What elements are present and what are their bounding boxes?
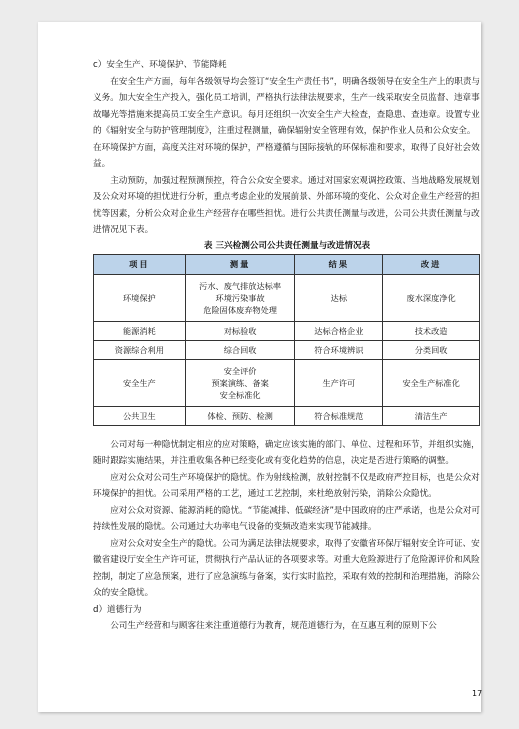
cell-result: 符合标准规范	[295, 406, 383, 425]
cell-item: 安全生产	[94, 359, 186, 406]
measure-line: 对标验收	[223, 325, 257, 336]
cell-result: 达标	[295, 274, 383, 321]
paragraph-ethics: 公司生产经营和与顾客往来注重道德行为教育，规范道德行为，在互惠互利的原则下公	[110, 621, 437, 631]
document-page	[38, 22, 481, 712]
table-row	[94, 340, 480, 359]
measure-line: 安全标准化	[219, 389, 261, 400]
cell-item: 环境保护	[94, 274, 186, 321]
cell-improve: 废水深度净化	[383, 274, 480, 321]
table-header-row	[94, 254, 480, 274]
responsibility-table	[93, 254, 480, 426]
table-spacer	[93, 426, 481, 437]
cell-improve: 安全生产标准化	[383, 359, 480, 406]
measure-line: 体检、预防、检测	[207, 410, 273, 421]
cell-measure	[185, 321, 295, 340]
cell-measure	[185, 340, 295, 359]
table-caption: 表 三兴检测公司公共责任测量与改进情况表	[203, 240, 371, 251]
measure-line: 危险固体废弃物处理	[203, 304, 277, 315]
paragraph-prevention: 主动预防，加强过程预测预控，符合公众安全要求。通过对国家宏观调控政策、当地战略发展规划及公众对环境的担忧进行分析，重点考虑企业的发展前景、外部环境的变化、公众对企业生产经营的担忧等因素，分析公众对企业生产经营存在哪些担忧。进行公共责任测量与改进，公司公共责任测量与改进情况见下表。	[93, 175, 480, 235]
table-row	[94, 359, 480, 406]
paragraph-safety: 在安全生产方面，每年各级领导均会签订“安全生产责任书”，明确各级领导在安全生产上的职责与义务。加大安全生产投入，强化员工培训，严格执行法律法规要求，生产一线采取安全员监督、违章事故曝光等措施来提高员工安全生产意识。每月还组织一次安全生产大检查，查隐患、查违章。设置专业的《辐射安全与防护管理制度》，注重过程测量，确保辐射安全管理有效，保护作业人员和公众安全。在环境保护方面，高度关注对环境的保护，严格遵循与国际接轨的环保标准和要求，取得了良好社会效益。	[93, 76, 481, 169]
cell-improve: 分类回收	[383, 340, 480, 359]
cell-item: 能源消耗	[94, 321, 186, 340]
cell-improve: 技术改造	[383, 321, 480, 340]
paragraph-strategy: 公司对每一种隐忧制定相应的应对策略，确定应该实施的部门、单位、过程和环节，并组织实施，随时跟踪实施结果，并注重收集各种已经变化或有变化趋势的信息，决定是否进行策略的调整。	[93, 439, 480, 466]
measure-line: 安全评价	[223, 365, 257, 376]
header-result: 结果	[295, 254, 383, 274]
measure-line: 预案演练、备案	[211, 377, 269, 388]
header-measure: 测量	[185, 254, 295, 274]
paragraph-environment: 应对公众对公司生产环境保护的隐忧。作为射线检测，放射控制不仅是政府严控目标，也是公众对环境保护的担忧。公司采用严格的工艺，通过工艺控制，来杜绝放射污染，消除公众隐忧。	[93, 472, 480, 499]
cell-measure	[185, 274, 295, 321]
page-content	[93, 57, 481, 635]
cell-measure	[185, 359, 295, 406]
cell-measure	[185, 406, 295, 425]
page-number: 17	[472, 689, 483, 698]
cell-result: 达标合格企业	[295, 321, 383, 340]
header-item: 项目	[94, 254, 186, 274]
cell-result: 生产许可	[295, 359, 383, 406]
measure-line: 污水、废气排放达标率	[199, 280, 282, 291]
measure-line: 综合回收	[223, 344, 257, 355]
table-row	[94, 406, 480, 425]
cell-improve: 清洁生产	[383, 406, 480, 425]
paragraph-energy: 应对公众对资源、能源消耗的隐忧。“节能减排、低碳经济”是中国政府的庄严承诺，也是公众对可持续性发展的隐忧。公司通过大功率电气设备的变频改造来实现节能减排。	[93, 505, 481, 532]
section-d-heading: d）道德行为	[93, 604, 142, 615]
table-row	[94, 321, 480, 340]
table-row	[94, 274, 480, 321]
cell-result: 符合环境辨识	[295, 340, 383, 359]
paragraph-safety-production: 应对公众对安全生产的隐忧。公司为满足法律法规要求，取得了安徽省环保厅辐射安全许可证、安徽省建设厅安全生产许可证，贯彻执行产品认证的各项要求等。对重大危险源进行了危险源评价和风险控制，制定了应急预案，进行了应急演练与备案，实行实时监控，采取有效的控制和治理措施，消除公众的安全隐忧。	[93, 538, 480, 598]
measure-line: 环境污染事故	[215, 292, 265, 303]
cell-item: 公共卫生	[94, 406, 186, 425]
section-c-heading: c）安全生产、环境保护、节能降耗	[93, 60, 227, 70]
cell-item: 资源综合利用	[94, 340, 186, 359]
header-improve: 改进	[383, 254, 480, 274]
